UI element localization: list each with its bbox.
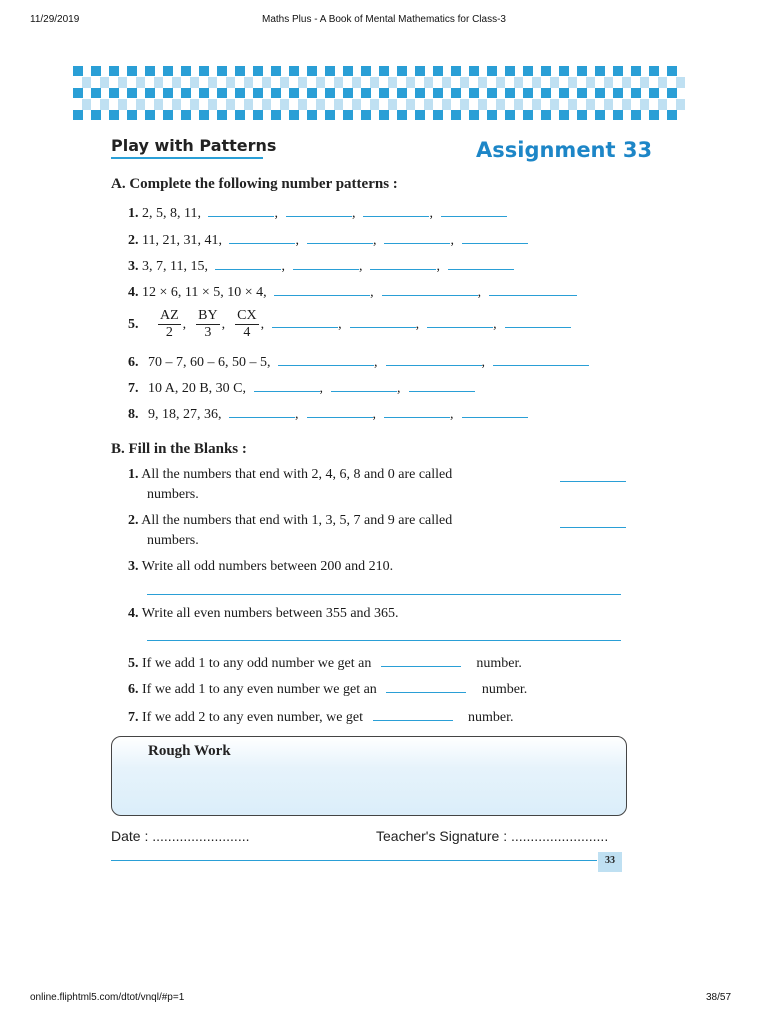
answer-blank[interactable] — [384, 230, 450, 244]
checker-square — [469, 88, 479, 98]
checker-square — [505, 88, 515, 98]
checker-square — [334, 77, 343, 88]
checker-square — [343, 88, 353, 98]
page-number: 33 — [605, 855, 615, 866]
answer-blank[interactable] — [462, 404, 528, 418]
checker-square — [253, 88, 263, 98]
denominator: 3 — [204, 325, 212, 340]
checker-square — [361, 88, 371, 98]
checker-square — [145, 110, 155, 120]
checker-square — [505, 66, 515, 76]
checker-square — [262, 99, 271, 110]
assignment-title: Assignment 33 — [476, 138, 653, 162]
checker-square — [595, 66, 605, 76]
checker-square — [217, 66, 227, 76]
item-number: 2. — [128, 233, 139, 248]
checker-square — [190, 77, 199, 88]
checker-square — [343, 66, 353, 76]
checker-square — [559, 66, 569, 76]
answer-blank[interactable] — [560, 468, 626, 482]
part-b-heading: B. Fill in the Blanks : — [111, 441, 247, 457]
checker-square — [325, 88, 335, 98]
date-field: Date : ......................... — [111, 828, 250, 844]
item-number: 6. — [128, 682, 139, 697]
denominator: 2 — [165, 325, 173, 340]
fraction — [196, 308, 219, 341]
answer-blank[interactable] — [307, 404, 373, 418]
footer-page: 38/57 — [706, 992, 732, 1003]
item-number: 3. — [128, 559, 139, 574]
checker-square — [208, 99, 217, 110]
checker-square — [676, 77, 685, 88]
checker-square — [469, 110, 479, 120]
checker-square — [289, 66, 299, 76]
checker-square — [235, 88, 245, 98]
numerator: BY — [198, 308, 218, 323]
pattern-3: 3. 3, 7, 11, 15, , , , — [128, 256, 514, 275]
checker-square — [613, 110, 623, 120]
checker-square — [649, 66, 659, 76]
answer-blank[interactable] — [373, 707, 453, 721]
checker-square — [163, 66, 173, 76]
checker-square — [442, 99, 451, 110]
answer-blank[interactable] — [505, 314, 571, 328]
checker-square — [487, 66, 497, 76]
question-text: number. — [481, 682, 528, 697]
checker-square — [217, 110, 227, 120]
checker-square — [523, 88, 533, 98]
checker-square — [505, 110, 515, 120]
checker-square — [82, 99, 91, 110]
checker-square — [649, 88, 659, 98]
pattern-text: 70 – 7, 60 – 6, 50 – 5, — [148, 355, 271, 370]
answer-line[interactable] — [147, 640, 621, 641]
checker-square — [631, 88, 641, 98]
checker-square — [199, 110, 209, 120]
checker-square — [658, 99, 667, 110]
checker-square — [676, 99, 685, 110]
checker-square — [622, 99, 631, 110]
item-number: 5. — [128, 656, 139, 671]
rough-work-box[interactable] — [111, 736, 627, 816]
checker-square — [325, 66, 335, 76]
pattern-2: 2. 11, 21, 31, 41, , , , — [128, 230, 528, 249]
checker-square — [289, 110, 299, 120]
question-text: If we add 1 to any even number we get an — [142, 682, 377, 697]
checker-square — [640, 77, 649, 88]
checker-square — [577, 66, 587, 76]
answer-blank[interactable] — [293, 256, 359, 270]
checker-square — [199, 66, 209, 76]
checker-square — [433, 88, 443, 98]
answer-line[interactable] — [147, 594, 621, 595]
checker-square — [100, 77, 109, 88]
checker-square — [586, 77, 595, 88]
checker-square — [280, 99, 289, 110]
item-number: 4. — [128, 285, 139, 300]
checker-square — [226, 77, 235, 88]
checker-square — [541, 66, 551, 76]
checker-square — [271, 88, 281, 98]
checker-square — [433, 66, 443, 76]
answer-blank[interactable] — [254, 378, 320, 392]
print-date: 11/29/2019 — [30, 14, 80, 25]
checker-square — [469, 66, 479, 76]
checker-square — [253, 110, 263, 120]
checker-square — [361, 66, 371, 76]
checker-square — [523, 66, 533, 76]
blank-5 — [128, 653, 522, 672]
footer-rule — [111, 860, 597, 861]
checker-square — [316, 99, 325, 110]
footer-url: online.fliphtml5.com/dtot/vnql/#p=1 — [30, 992, 185, 1003]
answer-blank[interactable] — [229, 404, 295, 418]
answer-blank[interactable] — [489, 282, 577, 296]
checker-square — [541, 110, 551, 120]
checker-square — [388, 99, 397, 110]
numerator: AZ — [160, 308, 179, 323]
checker-square — [424, 99, 433, 110]
answer-blank[interactable] — [382, 282, 478, 296]
item-number: 3. — [128, 259, 139, 274]
checker-square — [307, 110, 317, 120]
checker-square — [586, 99, 595, 110]
checker-square — [352, 77, 361, 88]
question-text: If we add 1 to any odd number we get an — [142, 656, 372, 671]
checker-square — [658, 77, 667, 88]
pattern-1: 1. 2, 5, 8, 11, , , , — [128, 203, 507, 222]
rough-work-label: Rough Work — [148, 743, 231, 759]
checker-square — [460, 77, 469, 88]
checker-square — [109, 110, 119, 120]
checker-square — [235, 110, 245, 120]
blank-3 — [128, 559, 393, 575]
checker-square — [442, 77, 451, 88]
checker-square — [118, 77, 127, 88]
checker-square — [577, 88, 587, 98]
section-underline — [111, 157, 263, 159]
pattern-8: 8. 9, 18, 27, 36, , , , — [128, 404, 528, 423]
checker-square — [667, 110, 677, 120]
answer-blank[interactable] — [427, 314, 493, 328]
blank-6 — [128, 679, 527, 698]
checker-square — [568, 77, 577, 88]
answer-blank[interactable] — [208, 203, 274, 217]
question-text: All the numbers that end with 2, 4, 6, 8 and 0 are called — [141, 467, 453, 482]
checker-square — [415, 88, 425, 98]
checker-square — [73, 66, 83, 76]
checker-square — [604, 77, 613, 88]
page-number-box — [598, 852, 622, 872]
checker-band — [70, 60, 688, 128]
answer-blank[interactable] — [278, 352, 374, 366]
checker-square — [397, 110, 407, 120]
answer-blank[interactable] — [274, 282, 370, 296]
pattern-6: 6. 70 – 7, 60 – 6, 50 – 5, , , — [128, 352, 589, 371]
checker-square — [424, 77, 433, 88]
checker-square — [91, 110, 101, 120]
checker-square — [127, 66, 137, 76]
checker-square — [604, 99, 613, 110]
checker-square — [631, 66, 641, 76]
checker-square — [460, 99, 469, 110]
checker-square — [595, 110, 605, 120]
pattern-7: 7. 10 A, 20 B, 30 C, , , — [128, 378, 475, 397]
section-title: Play with Patterns — [111, 136, 277, 155]
answer-blank[interactable] — [307, 230, 373, 244]
checker-square — [145, 88, 155, 98]
checker-square — [172, 77, 181, 88]
fraction — [235, 308, 258, 341]
checker-square — [298, 77, 307, 88]
teacher-signature-field: Teacher's Signature : ......................... — [376, 828, 609, 844]
question-text: number. — [468, 710, 514, 725]
numerator: CX — [237, 308, 257, 323]
checker-square — [127, 88, 137, 98]
checker-square — [397, 88, 407, 98]
checker-square — [415, 110, 425, 120]
checker-square — [388, 77, 397, 88]
fraction — [158, 308, 181, 341]
checker-square — [559, 110, 569, 120]
checker-square — [406, 77, 415, 88]
answer-blank[interactable] — [462, 230, 528, 244]
checker-square — [109, 88, 119, 98]
checker-square — [163, 88, 173, 98]
checker-square — [550, 77, 559, 88]
checker-square — [631, 110, 641, 120]
question-text: numbers. — [147, 487, 199, 502]
answer-blank[interactable] — [386, 352, 482, 366]
pattern-text: 10 A, 20 B, 30 C, — [148, 381, 247, 396]
checker-square — [451, 88, 461, 98]
checker-square — [172, 99, 181, 110]
checker-square — [370, 99, 379, 110]
checker-square — [532, 99, 541, 110]
checker-square — [91, 88, 101, 98]
checker-square — [271, 110, 281, 120]
checker-square — [379, 66, 389, 76]
answer-blank[interactable] — [363, 203, 429, 217]
item-number: 4. — [128, 606, 139, 621]
checker-square — [352, 99, 361, 110]
checker-square — [532, 77, 541, 88]
answer-blank[interactable] — [493, 352, 589, 366]
question-text: All the numbers that end with 1, 3, 5, 7 and 9 are called — [141, 513, 453, 528]
answer-blank[interactable] — [229, 230, 295, 244]
checker-square — [415, 66, 425, 76]
checker-square — [226, 99, 235, 110]
checker-square — [181, 110, 191, 120]
question-text: If we add 2 to any even number, we get — [142, 710, 364, 725]
answer-blank[interactable] — [286, 203, 352, 217]
checker-square — [109, 66, 119, 76]
checker-square — [370, 77, 379, 88]
checker-square — [640, 99, 649, 110]
answer-blank[interactable] — [272, 314, 338, 328]
checker-square — [208, 77, 217, 88]
checker-square — [127, 110, 137, 120]
checker-square — [433, 110, 443, 120]
checker-square — [559, 88, 569, 98]
item-number: 1. — [128, 467, 139, 482]
checker-square — [487, 88, 497, 98]
answer-blank[interactable] — [441, 203, 507, 217]
answer-blank[interactable] — [448, 256, 514, 270]
checker-square — [199, 88, 209, 98]
checker-square — [82, 77, 91, 88]
answer-blank[interactable] — [331, 378, 397, 392]
blank-7 — [128, 707, 514, 726]
checker-square — [244, 99, 253, 110]
checker-square — [136, 77, 145, 88]
checker-square — [244, 77, 253, 88]
answer-blank[interactable] — [350, 314, 416, 328]
checker-square — [154, 77, 163, 88]
checker-square — [307, 66, 317, 76]
checker-square — [496, 99, 505, 110]
checker-square — [613, 66, 623, 76]
pattern-text: 2, 5, 8, 11, — [142, 206, 201, 221]
checker-square — [253, 66, 263, 76]
checker-square — [379, 110, 389, 120]
checker-square — [523, 110, 533, 120]
checker-square — [334, 99, 343, 110]
item-number: 7. — [128, 381, 139, 396]
checker-square — [325, 110, 335, 120]
checker-square — [163, 110, 173, 120]
pattern-4: 4. 12 × 6, 11 × 5, 10 × 4, , , — [128, 282, 577, 301]
print-title: Maths Plus - A Book of Mental Mathematics for Class-3 — [262, 14, 506, 25]
checker-square — [595, 88, 605, 98]
blank-2 — [128, 513, 452, 529]
checker-square — [496, 77, 505, 88]
checker-square — [307, 88, 317, 98]
checker-square — [298, 99, 307, 110]
checker-square — [514, 99, 523, 110]
checker-square — [154, 99, 163, 110]
checker-square — [406, 99, 415, 110]
checker-square — [361, 110, 371, 120]
checker-square — [235, 66, 245, 76]
checker-square — [289, 88, 299, 98]
pattern-text: 9, 18, 27, 36, — [148, 407, 222, 422]
checker-square — [262, 77, 271, 88]
item-number: 8. — [128, 407, 139, 422]
checker-square — [343, 110, 353, 120]
answer-blank[interactable] — [386, 679, 466, 693]
item-number: 6. — [128, 355, 139, 370]
answer-blank[interactable] — [381, 653, 461, 667]
checker-square — [667, 88, 677, 98]
blank-1 — [128, 467, 452, 483]
checker-square — [451, 110, 461, 120]
blank-4 — [128, 606, 399, 622]
checker-square — [280, 77, 289, 88]
part-a-heading: A. Complete the following number patterns : — [111, 176, 398, 192]
checker-square — [181, 66, 191, 76]
checker-square — [136, 99, 145, 110]
checker-square — [118, 99, 127, 110]
checker-square — [577, 110, 587, 120]
question-text: numbers. — [147, 533, 199, 548]
checker-square — [190, 99, 199, 110]
checker-square — [73, 110, 83, 120]
checker-square — [568, 99, 577, 110]
denominator: 4 — [243, 325, 251, 340]
question-text: Write all even numbers between 355 and 365. — [141, 606, 399, 621]
answer-blank[interactable] — [409, 378, 475, 392]
checker-square — [271, 66, 281, 76]
checker-square — [217, 88, 227, 98]
answer-blank[interactable] — [215, 256, 281, 270]
item-number: 7. — [128, 710, 139, 725]
checker-square — [649, 110, 659, 120]
checker-square — [73, 88, 83, 98]
question-text: number. — [476, 656, 522, 671]
pattern-text: 3, 7, 11, 15, — [142, 259, 208, 274]
pattern-5: 5. $\frac{AZ}{2}$ , $\frac{BY}{3}$ , $\frac{CX}{4}$ , , , , — [128, 308, 571, 341]
checker-square — [181, 88, 191, 98]
answer-blank[interactable] — [384, 404, 450, 418]
checker-square — [667, 66, 677, 76]
item-number: 5. — [128, 316, 139, 332]
pattern-text: 11, 21, 31, 41, — [142, 233, 222, 248]
answer-blank[interactable] — [370, 256, 436, 270]
item-number: 2. — [128, 513, 139, 528]
answer-blank[interactable] — [560, 514, 626, 528]
checker-square — [478, 77, 487, 88]
checker-square — [316, 77, 325, 88]
checker-square — [478, 99, 487, 110]
checker-square — [397, 66, 407, 76]
checker-square — [613, 88, 623, 98]
checker-square — [622, 77, 631, 88]
checker-square — [100, 99, 109, 110]
question-text: Write all odd numbers between 200 and 210. — [141, 559, 394, 574]
checker-square — [451, 66, 461, 76]
checker-square — [487, 110, 497, 120]
checker-square — [541, 88, 551, 98]
checker-square — [379, 88, 389, 98]
checker-square — [145, 66, 155, 76]
item-number: 1. — [128, 206, 139, 221]
pattern-text: 12 × 6, 11 × 5, 10 × 4, — [142, 285, 267, 300]
checker-square — [550, 99, 559, 110]
checker-square — [514, 77, 523, 88]
checker-square — [91, 66, 101, 76]
